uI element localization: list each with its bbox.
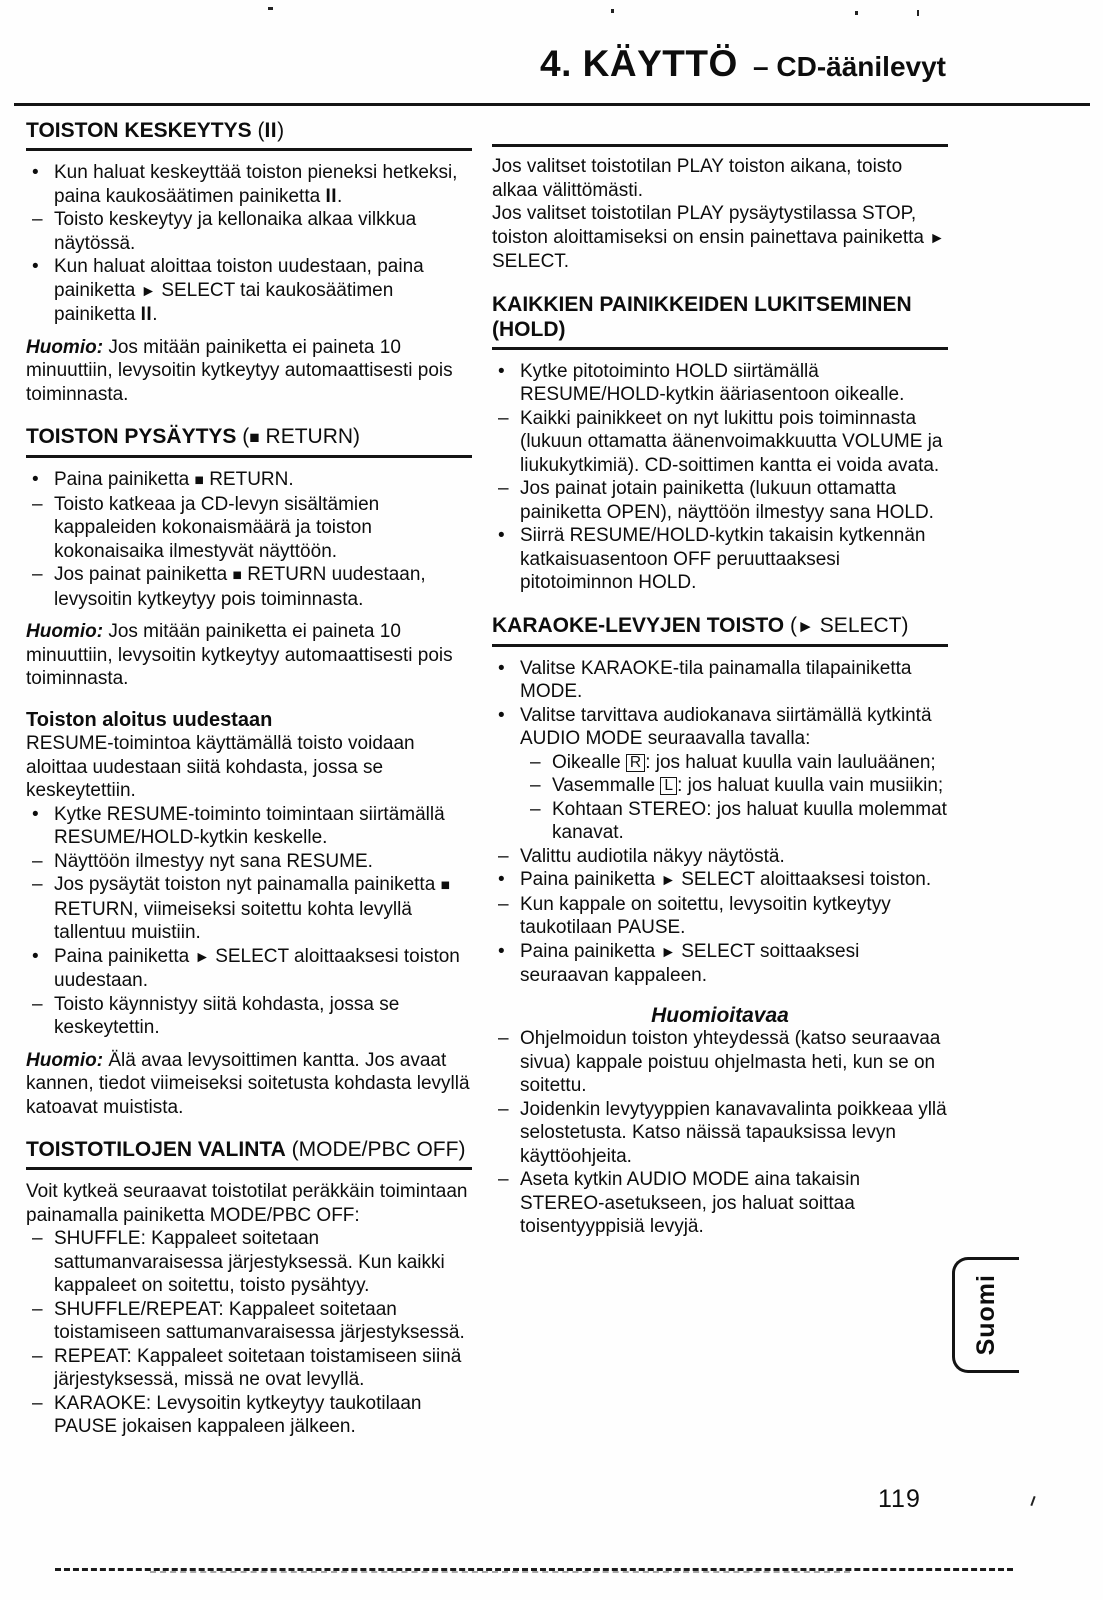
list-item-text: Siirrä RESUME/HOLD-kytkin takaisin kytkennän katkaisuasentoon OFF peruuttaaksesi pitotoiminnon HOLD. bbox=[520, 525, 926, 593]
note-lead: Huomio: bbox=[26, 621, 104, 642]
section-heading-text: TOISTON PYSÄYTYS bbox=[26, 425, 237, 448]
list-item-text: SHUFFLE/REPEAT: Kappaleet soitetaan toistamiseen sattumanvaraisessa järjestyksessä. bbox=[54, 1298, 465, 1343]
dash-marker: – bbox=[530, 751, 541, 773]
play-icon: ► bbox=[660, 872, 676, 889]
bullet-marker: • bbox=[32, 256, 39, 277]
list-item bbox=[492, 360, 948, 407]
list-item bbox=[492, 868, 948, 893]
list-item-text: Paina painiketta ► SELECT aloittaaksesi toiston. bbox=[520, 869, 932, 890]
list-item-text: Vasemmalle L : jos haluat kuulla vain musiikin; bbox=[552, 775, 944, 796]
list-item bbox=[26, 850, 472, 874]
doc-list bbox=[492, 1027, 948, 1239]
bullet-marker: • bbox=[498, 360, 505, 382]
play-icon: ► bbox=[140, 282, 157, 300]
list-item bbox=[492, 477, 948, 524]
list-item bbox=[26, 1345, 472, 1392]
list-item-text: Jos painat painiketta ■ RETURN uudestaan, levysoitin kytkeytyy pois toiminnasta. bbox=[54, 564, 426, 610]
list-item bbox=[26, 208, 472, 255]
play-icon: ► bbox=[796, 615, 814, 636]
bullet-marker: • bbox=[498, 525, 505, 546]
stop-icon: ■ bbox=[232, 567, 242, 584]
section-heading-text: KARAOKE-LEVYJEN TOISTO bbox=[492, 613, 785, 637]
list-item bbox=[524, 751, 948, 775]
stop-icon: ■ bbox=[194, 472, 204, 489]
note-paragraph bbox=[26, 620, 472, 691]
list-item-text: Näyttöön ilmestyy nyt sana RESUME. bbox=[54, 850, 373, 872]
note-paragraph bbox=[26, 336, 472, 407]
list-item-text: Toisto keskeytyy ja kellonaika alkaa vilkkua näytössä. bbox=[54, 209, 417, 254]
header-rule bbox=[14, 103, 1090, 106]
note-lead: Huomio: bbox=[26, 1049, 104, 1071]
doc-list bbox=[26, 803, 472, 1040]
audio-channel-box: R bbox=[626, 754, 645, 772]
list-item bbox=[26, 493, 472, 564]
section-heading bbox=[26, 424, 472, 458]
list-item-text: SHUFFLE: Kappaleet soitetaan sattumanvaraisessa järjestyksessä. Kun kaikki kappaleet on soitettu, toisto pysähtyy. bbox=[54, 1228, 445, 1296]
column-continuation-rule bbox=[492, 144, 948, 147]
list-item-text: Kun haluat keskeyttää toiston pieneksi hetkeksi, paina kaukosäätimen painiketta II. bbox=[54, 162, 458, 207]
dash-marker: – bbox=[32, 874, 43, 895]
chapter-title-sub: – CD-äänilevyt bbox=[753, 51, 946, 82]
doc-paragraph: Voit kytkeä seuraavat toistotilat peräkkäin toimintaan painamalla painiketta MODE/PBC OFF: bbox=[26, 1181, 468, 1226]
dash-marker: – bbox=[530, 775, 541, 796]
section-heading-suffix: (MODE/PBC OFF) bbox=[285, 1138, 466, 1161]
list-item bbox=[26, 468, 472, 493]
doc-list bbox=[492, 360, 948, 595]
play-icon: ► bbox=[929, 229, 945, 247]
doc-list bbox=[26, 1227, 472, 1439]
stop-icon: ■ bbox=[440, 877, 450, 894]
note-center-heading: Huomioitavaa bbox=[651, 1003, 789, 1027]
bullet-marker: • bbox=[498, 940, 505, 962]
doc-paragraph: RESUME-toimintoa käyttämällä toisto voidaan aloittaa uudestaan siitä kohdasta, jossa se keskeytettiin. bbox=[26, 733, 415, 801]
section-heading-suffix: (■ RETURN) bbox=[236, 425, 361, 448]
list-item-text: Paina painiketta ■ RETURN. bbox=[54, 469, 294, 490]
list-item bbox=[492, 657, 948, 704]
dash-marker: – bbox=[498, 1028, 509, 1049]
stop-icon: ■ bbox=[249, 427, 260, 447]
language-tab bbox=[952, 1257, 1019, 1373]
doc-paragraph: Jos valitset toistotilan PLAY pysäytystilassa STOP, toiston aloittamiseksi on ensin painettava painiketta ► SELECT. bbox=[492, 203, 945, 272]
section-heading-suffix: (II) bbox=[251, 119, 285, 142]
scan-speck bbox=[268, 7, 273, 10]
list-item bbox=[524, 774, 948, 798]
section-heading-suffix: (► SELECT) bbox=[784, 613, 909, 637]
pause-icon: II bbox=[140, 304, 153, 325]
bullet-marker: • bbox=[498, 657, 505, 679]
list-item bbox=[492, 407, 948, 478]
scan-speck bbox=[855, 11, 858, 15]
two-column-body bbox=[26, 114, 948, 1439]
list-item-text: Aseta kytkin AUDIO MODE aina takaisin STEREO-asetukseen, jos haluat soittaa toisentyyppisiä levyjä. bbox=[520, 1169, 861, 1237]
list-item bbox=[26, 563, 472, 611]
scan-dashed-line-faint bbox=[150, 1571, 850, 1573]
list-item-text: Jos pysäytät toiston nyt painamalla painiketta ■ RETURN, viimeiseksi soitettu kohta levyllä tallentuu muistiin. bbox=[54, 874, 450, 943]
column-left bbox=[26, 114, 472, 1439]
list-item-text: Paina painiketta ► SELECT soittaaksesi seuraavan kappaleen. bbox=[520, 940, 860, 986]
dash-marker: – bbox=[32, 1392, 43, 1414]
list-item-text: Joidenkin levytyyppien kanavavalinta poikkeaa yllä selostetusta. Katso näissä tapauksissa levyn käyttöohjeita. bbox=[520, 1098, 947, 1167]
dash-marker: – bbox=[32, 850, 43, 872]
list-item bbox=[492, 940, 948, 988]
section-heading bbox=[26, 118, 472, 151]
doc-list bbox=[26, 468, 472, 611]
dash-marker: – bbox=[498, 407, 509, 429]
dash-marker: – bbox=[498, 1169, 509, 1190]
bullet-marker: • bbox=[32, 803, 39, 825]
list-item-text: Kytke RESUME-toiminto toimintaan siirtämällä RESUME/HOLD-kytkin keskelle. bbox=[54, 803, 445, 848]
play-icon: ► bbox=[194, 948, 210, 966]
list-item bbox=[26, 1227, 472, 1298]
dash-marker: – bbox=[498, 845, 509, 867]
pause-icon: II bbox=[325, 185, 338, 207]
list-item bbox=[492, 845, 948, 869]
list-item bbox=[26, 803, 472, 850]
page-number: 119 bbox=[878, 1485, 921, 1513]
dash-marker: – bbox=[32, 564, 43, 585]
bullet-marker: • bbox=[498, 704, 505, 726]
list-item-text: REPEAT: Kappaleet soitetaan toistamiseen siinä järjestyksessä, missä ne ovat levyllä. bbox=[54, 1345, 462, 1390]
dash-marker: – bbox=[498, 1098, 509, 1120]
list-item-text: Paina painiketta ► SELECT aloittaaksesi toiston uudestaan. bbox=[54, 945, 460, 991]
list-item bbox=[26, 993, 472, 1040]
list-item-text: Valitse KARAOKE-tila painamalla tilapainiketta MODE. bbox=[520, 657, 912, 702]
sub-section-heading: Toiston aloitus uudestaan bbox=[26, 708, 273, 731]
list-item-text: Jos painat jotain painiketta (lukuun ottamatta painiketta OPEN), näyttöön ilmestyy sana HOLD. bbox=[520, 478, 934, 523]
list-item bbox=[492, 1027, 948, 1098]
section-heading bbox=[492, 613, 948, 647]
note-text: Jos mitään painiketta ei paineta 10 minuuttiin, levysoitin kytkeytyy automaattisesti pois toiminnasta. bbox=[26, 621, 453, 689]
chapter-title bbox=[540, 43, 946, 84]
section-heading bbox=[26, 1137, 472, 1170]
section-heading-text: TOISTON KESKEYTYS bbox=[26, 119, 252, 142]
note-lead: Huomio: bbox=[26, 336, 104, 358]
note-paragraph bbox=[26, 1049, 472, 1120]
dash-marker: – bbox=[32, 209, 43, 230]
list-item-text: Valittu audiotila näkyy näytöstä. bbox=[520, 845, 785, 867]
list-item bbox=[492, 893, 948, 940]
list-item-text: Kohtaan STEREO: jos haluat kuulla molemmat kanavat. bbox=[552, 798, 947, 843]
section-heading-text: TOISTOTILOJEN VALINTA bbox=[26, 1138, 286, 1161]
list-item-text: Oikealle R : jos haluat kuulla vain lauluäänen; bbox=[552, 751, 936, 773]
bullet-marker: • bbox=[32, 162, 39, 183]
list-item bbox=[26, 873, 472, 945]
play-icon: ► bbox=[660, 943, 676, 961]
dash-marker: – bbox=[32, 1228, 43, 1249]
list-item-text: KARAOKE: Levysoitin kytkeytyy taukotilaan PAUSE jokaisen kappaleen jälkeen. bbox=[54, 1392, 422, 1437]
list-item-text: Ohjelmoidun toiston yhteydessä (katso seuraavaa sivua) kappale poistuu ohjelmasta heti, kun se on soitettu. bbox=[520, 1028, 941, 1096]
list-item-text: Kytke pitotoiminto HOLD siirtämällä RESUME/HOLD-kytkin ääriasentoon oikealle. bbox=[520, 360, 905, 405]
list-item-text: Toisto katkeaa ja CD-levyn sisältämien kappaleiden kokonaismäärä ja toiston kokonaisaika ilmestyvät näyttöön. bbox=[54, 493, 380, 562]
chapter-title-main: 4. KÄYTTÖ bbox=[540, 43, 738, 84]
scan-speck bbox=[611, 9, 614, 13]
list-item bbox=[492, 1168, 948, 1239]
list-item bbox=[524, 798, 948, 845]
note-text: Jos mitään painiketta ei paineta 10 minuuttiin, levysoitin kytkeytyy automaattisesti pois toiminnasta. bbox=[26, 336, 453, 405]
list-item bbox=[26, 1298, 472, 1345]
dash-marker: – bbox=[32, 1345, 43, 1367]
list-item-text: Kaikki painikkeet on nyt lukittu pois toiminnasta (lukuun ottamatta äänenvoimakkuutta VOLUME ja liukukytkimiä). CD-soittimen kantta ei voida avata. bbox=[520, 407, 943, 476]
dash-marker: – bbox=[32, 493, 43, 515]
list-item bbox=[26, 255, 472, 327]
list-item-text: Kun kappale on soitettu, levysoitin kytkeytyy taukotilaan PAUSE. bbox=[520, 893, 891, 938]
section-heading bbox=[492, 292, 948, 350]
list-item bbox=[492, 704, 948, 751]
list-item-text: Valitse tarvittava audiokanava siirtämällä kytkintä AUDIO MODE seuraavalla tavalla: bbox=[520, 704, 932, 749]
bullet-marker: • bbox=[32, 469, 39, 490]
section-heading-text: KAIKKIEN PAINIKKEIDEN LUKITSEMINEN (HOLD) bbox=[492, 292, 912, 341]
dash-marker: – bbox=[32, 1298, 43, 1320]
list-item-text: Toisto käynnistyy siitä kohdasta, jossa se keskeytettin. bbox=[54, 993, 400, 1038]
list-item bbox=[26, 161, 472, 208]
list-item bbox=[492, 524, 948, 595]
doc-list bbox=[492, 657, 948, 988]
dash-marker: – bbox=[498, 478, 509, 499]
language-tab-label: Suomi bbox=[972, 1274, 1001, 1356]
bullet-marker: • bbox=[498, 869, 505, 890]
column-right bbox=[492, 114, 948, 1439]
note-text: Älä avaa levysoittimen kantta. Jos avaat kannen, tiedot viimeiseksi soitetusta kohdasta levyllä katoavat muistista. bbox=[26, 1049, 470, 1118]
scan-speck bbox=[1030, 1496, 1035, 1506]
list-item bbox=[26, 945, 472, 993]
doc-list bbox=[26, 161, 472, 327]
dash-marker: – bbox=[32, 993, 43, 1015]
dash-marker: – bbox=[498, 893, 509, 915]
list-item bbox=[26, 1392, 472, 1439]
bullet-marker: • bbox=[32, 945, 39, 967]
audio-channel-box: L bbox=[660, 777, 677, 795]
scan-speck bbox=[917, 10, 919, 16]
list-item-text: Kun haluat aloittaa toiston uudestaan, paina painiketta ► SELECT tai kaukosäätimen painiketta II. bbox=[54, 256, 424, 325]
doc-paragraph: Jos valitset toistotilan PLAY toiston aikana, toisto alkaa välittömästi. bbox=[492, 156, 903, 201]
dash-marker: – bbox=[530, 798, 541, 820]
list-item bbox=[492, 1098, 948, 1169]
pause-icon: II bbox=[264, 119, 278, 142]
